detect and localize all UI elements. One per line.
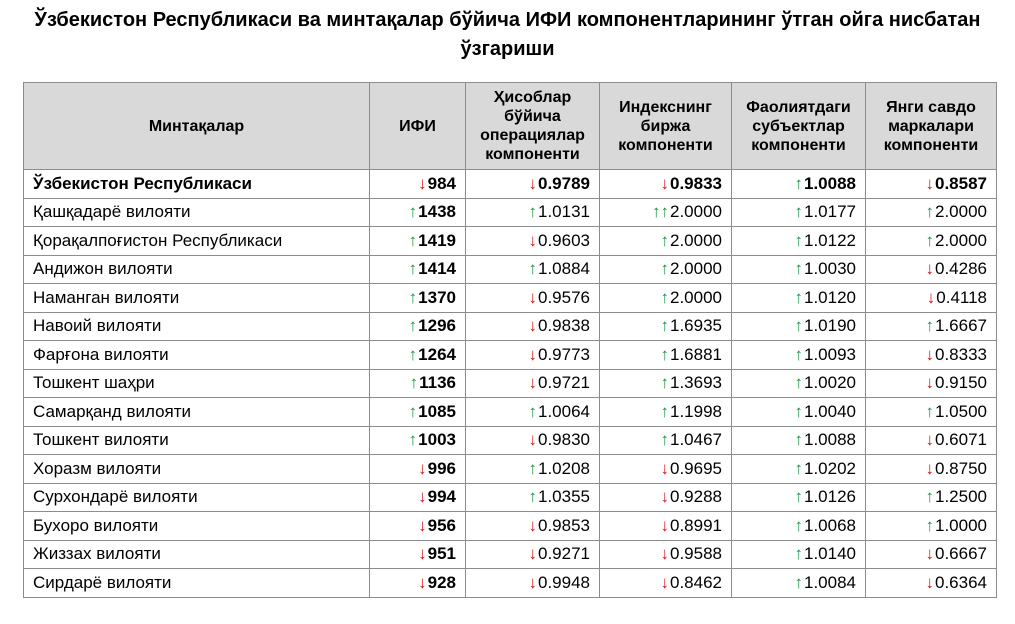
cell-value: 0.8991 (670, 515, 722, 535)
region-name: Сурхондарё вилояти (24, 483, 370, 512)
down-arrow-icon: ↓ (528, 316, 537, 336)
cell-value: 1296 (418, 316, 456, 336)
entities-cell (732, 369, 866, 398)
up-arrow-icon: ↑ (408, 430, 418, 450)
cell-value: 2.0000 (935, 230, 987, 250)
cell-value: 2.0000 (670, 230, 722, 250)
exchange-cell (600, 227, 732, 256)
cell-value: 1.0120 (804, 287, 856, 307)
down-arrow-icon: ↓ (660, 487, 669, 507)
accounts-cell (466, 426, 600, 455)
down-arrow-icon: ↓ (660, 515, 669, 535)
down-arrow-icon: ↓ (660, 544, 669, 564)
up-arrow-icon: ↑ (528, 458, 537, 478)
exchange-cell (600, 284, 732, 313)
table-row (24, 284, 997, 313)
cell-value: 0.9271 (538, 544, 590, 564)
ifi-cell (370, 255, 466, 284)
region-name: Тошкент вилояти (24, 426, 370, 455)
up-arrow-icon: ↑ (925, 487, 934, 507)
down-arrow-icon: ↓ (528, 544, 537, 564)
accounts-cell (466, 398, 600, 427)
down-arrow-icon: ↓ (528, 373, 537, 393)
cell-value: 1.0122 (804, 230, 856, 250)
table-row (24, 198, 997, 227)
ifi-cell (370, 512, 466, 541)
region-name: Ўзбекистон Республикаси (24, 170, 370, 199)
down-arrow-icon: ↓ (925, 544, 934, 564)
table-header-row (24, 83, 997, 170)
entities-cell (732, 398, 866, 427)
exchange-cell (600, 483, 732, 512)
up-arrow-icon: ↑ (794, 544, 803, 564)
up-arrow-icon: ↑ (660, 259, 669, 279)
up-arrow-icon: ↑ (660, 401, 669, 421)
down-arrow-icon: ↓ (925, 430, 934, 450)
up-arrow-icon: ↑ (794, 316, 803, 336)
region-name: Тошкент шаҳри (24, 369, 370, 398)
up-arrow-icon: ↑ (794, 287, 803, 307)
table-row (24, 369, 997, 398)
exchange-cell (600, 255, 732, 284)
cell-value: 1.0040 (804, 401, 856, 421)
down-arrow-icon: ↓ (418, 515, 427, 535)
table-body (24, 170, 997, 598)
cell-value: 984 (427, 173, 456, 193)
cell-value: 1.0500 (935, 401, 987, 421)
down-arrow-icon: ↓ (418, 173, 427, 193)
trademarks-cell (866, 284, 997, 313)
ifi-components-table (23, 82, 997, 598)
cell-value: 0.4118 (936, 287, 987, 307)
trademarks-cell (866, 540, 997, 569)
trademarks-cell (866, 227, 997, 256)
cell-value: 994 (427, 487, 456, 507)
region-name: Жиззах вилояти (24, 540, 370, 569)
cell-value: 1.0177 (804, 202, 856, 222)
down-arrow-icon: ↓ (925, 344, 934, 364)
up-arrow-icon: ↑ (660, 430, 669, 450)
cell-value: 1438 (418, 202, 456, 222)
accounts-cell (466, 341, 600, 370)
cell-value: 1370 (418, 287, 456, 307)
down-arrow-icon: ↓ (926, 287, 936, 307)
down-arrow-icon: ↓ (418, 544, 427, 564)
exchange-cell (600, 312, 732, 341)
table-row (24, 512, 997, 541)
cell-value: 0.4286 (935, 259, 987, 279)
cell-value: 0.9695 (670, 458, 722, 478)
up-arrow-icon: ↑ (408, 259, 418, 279)
region-name: Самарқанд вилояти (24, 398, 370, 427)
up-arrow-icon: ↑ (794, 401, 803, 421)
entities-cell (732, 227, 866, 256)
table-row (24, 312, 997, 341)
table-row-total (24, 170, 997, 199)
accounts-cell (466, 512, 600, 541)
accounts-cell (466, 227, 600, 256)
cell-value: 0.9773 (538, 344, 590, 364)
cell-value: 1.0020 (804, 373, 856, 393)
trademarks-cell (866, 512, 997, 541)
up-arrow-icon: ↑ (660, 230, 669, 250)
up-arrow-icon: ↑ (925, 515, 934, 535)
trademarks-cell (866, 198, 997, 227)
column-header-accounts: Ҳисоблар бўйича операциялар компоненти (466, 83, 600, 170)
cell-value: 1.0202 (804, 458, 856, 478)
up-arrow-icon: ↑ (794, 572, 803, 592)
ifi-cell (370, 284, 466, 313)
trademarks-cell (866, 569, 997, 598)
ifi-cell (370, 227, 466, 256)
entities-cell (732, 540, 866, 569)
up-arrow-icon: ↑ (794, 430, 803, 450)
entities-cell (732, 312, 866, 341)
table-row (24, 569, 997, 598)
down-arrow-icon: ↓ (925, 259, 934, 279)
entities-cell (732, 569, 866, 598)
down-arrow-icon: ↓ (418, 458, 427, 478)
down-arrow-icon: ↓ (418, 487, 427, 507)
cell-value: 1.0068 (804, 515, 856, 535)
up-arrow-icon: ↑ (660, 316, 669, 336)
ifi-cell (370, 312, 466, 341)
trademarks-cell (866, 426, 997, 455)
trademarks-cell (866, 170, 997, 199)
down-arrow-icon: ↓ (418, 572, 427, 592)
accounts-cell (466, 284, 600, 313)
up-arrow-icon: ↑ (660, 287, 669, 307)
entities-cell (732, 255, 866, 284)
exchange-cell (600, 512, 732, 541)
entities-cell (732, 284, 866, 313)
ifi-cell (370, 398, 466, 427)
down-arrow-icon: ↓ (925, 173, 934, 193)
ifi-cell (370, 341, 466, 370)
column-header-trademarks: Янги савдо маркалари компоненти (866, 83, 997, 170)
up-arrow-icon: ↑ (925, 202, 934, 222)
cell-value: 0.6071 (935, 430, 987, 450)
region-name: Бухоро вилояти (24, 512, 370, 541)
entities-cell (732, 198, 866, 227)
cell-value: 0.9838 (538, 316, 590, 336)
up-arrow-icon: ↑ (660, 344, 669, 364)
cell-value: 0.9789 (538, 173, 590, 193)
cell-value: 956 (427, 515, 456, 535)
up-arrow-icon: ↑ (794, 259, 803, 279)
region-name: Навоий вилояти (24, 312, 370, 341)
entities-cell (732, 455, 866, 484)
accounts-cell (466, 540, 600, 569)
region-name: Қорақалпоғистон Республикаси (24, 227, 370, 256)
cell-value: 996 (427, 458, 456, 478)
up-arrow-icon: ↑ (528, 202, 537, 222)
cell-value: 0.8587 (935, 173, 987, 193)
trademarks-cell (866, 483, 997, 512)
table-row (24, 227, 997, 256)
cell-value: 1.2500 (935, 487, 987, 507)
exchange-cell (600, 455, 732, 484)
down-arrow-icon: ↓ (528, 173, 537, 193)
table-row (24, 341, 997, 370)
cell-value: 0.8750 (935, 458, 987, 478)
cell-value: 1.6881 (670, 344, 722, 364)
exchange-cell (600, 426, 732, 455)
column-header-ifi: ИФИ (370, 83, 466, 170)
down-arrow-icon: ↓ (528, 287, 537, 307)
down-arrow-icon: ↓ (660, 173, 669, 193)
exchange-cell (600, 540, 732, 569)
cell-value: 0.6667 (935, 544, 987, 564)
down-arrow-icon: ↓ (528, 230, 537, 250)
region-name: Фарғона вилояти (24, 341, 370, 370)
cell-value: 0.8462 (670, 572, 722, 592)
ifi-cell (370, 455, 466, 484)
exchange-cell (600, 398, 732, 427)
cell-value: 2.0000 (935, 202, 987, 222)
up-arrow-icon: ↑ (408, 316, 418, 336)
entities-cell (732, 512, 866, 541)
cell-value: 1.1998 (670, 401, 722, 421)
cell-value: 0.6364 (935, 572, 987, 592)
cell-value: 0.9288 (670, 487, 722, 507)
cell-value: 1264 (418, 344, 456, 364)
down-arrow-icon: ↓ (528, 515, 537, 535)
up-arrow-icon: ↑ (660, 373, 669, 393)
cell-value: 1.0131 (538, 202, 590, 222)
region-name: Наманган вилояти (24, 284, 370, 313)
cell-value: 1414 (418, 259, 456, 279)
down-arrow-icon: ↓ (528, 430, 537, 450)
cell-value: 1085 (418, 401, 456, 421)
cell-value: 1.0190 (804, 316, 856, 336)
accounts-cell (466, 483, 600, 512)
ifi-cell (370, 198, 466, 227)
accounts-cell (466, 312, 600, 341)
accounts-cell (466, 170, 600, 199)
up-arrow-icon: ↑ (925, 401, 934, 421)
down-arrow-icon: ↓ (528, 344, 537, 364)
accounts-cell (466, 569, 600, 598)
cell-value: 0.9576 (538, 287, 590, 307)
page-title: Ўзбекистон Республикаси ва минтақалар бўйича ИФИ компонентларининг ўтган ойга нисбатан ўзгариши (34, 9, 981, 60)
up-arrow-icon: ↑ (408, 202, 418, 222)
up-arrow-icon: ↑ (794, 344, 803, 364)
region-name: Сирдарё вилояти (24, 569, 370, 598)
exchange-cell (600, 198, 732, 227)
trademarks-cell (866, 255, 997, 284)
entities-cell (732, 170, 866, 199)
cell-value: 951 (427, 544, 456, 564)
cell-value: 2.0000 (670, 259, 722, 279)
ifi-cell (370, 483, 466, 512)
cell-value: 0.9150 (935, 373, 987, 393)
cell-value: 2.0000 (670, 202, 722, 222)
cell-value: 1.0088 (804, 430, 856, 450)
down-arrow-icon: ↓ (925, 373, 934, 393)
down-arrow-icon: ↓ (925, 572, 934, 592)
down-arrow-icon: ↓ (925, 458, 934, 478)
up-arrow-icon: ↑ (794, 487, 803, 507)
cell-value: 1.0884 (538, 259, 590, 279)
cell-value: 1003 (418, 430, 456, 450)
entities-cell (732, 341, 866, 370)
cell-value: 1.0140 (804, 544, 856, 564)
up-arrow-icon: ↑ (794, 373, 803, 393)
cell-value: 1.0355 (538, 487, 590, 507)
cell-value: 1.6935 (670, 316, 722, 336)
column-header-entities: Фаолиятдаги субъектлар компоненти (732, 83, 866, 170)
table-row (24, 255, 997, 284)
table-row (24, 398, 997, 427)
up-arrow-icon: ↑ (794, 515, 803, 535)
column-header-region: Минтақалар (24, 83, 370, 170)
trademarks-cell (866, 398, 997, 427)
accounts-cell (466, 255, 600, 284)
cell-value: 1.0467 (670, 430, 722, 450)
cell-value: 0.9948 (538, 572, 590, 592)
cell-value: 1.0088 (804, 173, 856, 193)
exchange-cell (600, 170, 732, 199)
entities-cell (732, 426, 866, 455)
up-arrow-icon: ↑ (794, 173, 803, 193)
accounts-cell (466, 369, 600, 398)
up-arrow-icon: ↑ (408, 287, 418, 307)
up-arrow-icon: ↑ (528, 401, 537, 421)
cell-value: 0.9830 (538, 430, 590, 450)
up-arrow-icon: ↑ (925, 316, 934, 336)
cell-value: 1.0084 (804, 572, 856, 592)
region-name: Қашқадарё вилояти (24, 198, 370, 227)
accounts-cell (466, 455, 600, 484)
cell-value: 1.0093 (804, 344, 856, 364)
cell-value: 0.9853 (538, 515, 590, 535)
table-row (24, 426, 997, 455)
cell-value: 1.3693 (670, 373, 722, 393)
cell-value: 928 (427, 572, 456, 592)
ifi-cell (370, 426, 466, 455)
down-arrow-icon: ↓ (528, 572, 537, 592)
up-arrow-icon: ↑ (408, 401, 418, 421)
cell-value: 1.6667 (935, 316, 987, 336)
up-arrow-icon: ↑ (794, 230, 803, 250)
table-row (24, 540, 997, 569)
up-arrow-icon: ↑ (409, 373, 419, 393)
trademarks-cell (866, 341, 997, 370)
up-arrow-icon: ↑ (794, 458, 803, 478)
ifi-cell (370, 369, 466, 398)
up-arrow-icon: ↑ (528, 259, 537, 279)
trademarks-cell (866, 455, 997, 484)
entities-cell (732, 483, 866, 512)
double-up-arrow-icon: ↑↑ (652, 202, 669, 222)
ifi-cell (370, 569, 466, 598)
cell-value: 0.8333 (935, 344, 987, 364)
trademarks-cell (866, 369, 997, 398)
cell-value: 0.9588 (670, 544, 722, 564)
ifi-cell (370, 170, 466, 199)
table-row (24, 455, 997, 484)
region-name: Андижон вилояти (24, 255, 370, 284)
cell-value: 1419 (418, 230, 456, 250)
cell-value: 0.9833 (670, 173, 722, 193)
up-arrow-icon: ↑ (408, 344, 418, 364)
cell-value: 1.0208 (538, 458, 590, 478)
cell-value: 1136 (419, 373, 456, 393)
ifi-cell (370, 540, 466, 569)
cell-value: 0.9721 (538, 373, 590, 393)
accounts-cell (466, 198, 600, 227)
up-arrow-icon: ↑ (925, 230, 934, 250)
cell-value: 1.0126 (804, 487, 856, 507)
table-row (24, 483, 997, 512)
column-header-exchange: Индекснинг биржа компоненти (600, 83, 732, 170)
exchange-cell (600, 569, 732, 598)
cell-value: 1.0030 (804, 259, 856, 279)
up-arrow-icon: ↑ (408, 230, 418, 250)
up-arrow-icon: ↑ (794, 202, 803, 222)
up-arrow-icon: ↑ (528, 487, 537, 507)
region-name: Хоразм вилояти (24, 455, 370, 484)
cell-value: 2.0000 (670, 287, 722, 307)
exchange-cell (600, 369, 732, 398)
cell-value: 1.0064 (538, 401, 590, 421)
cell-value: 1.0000 (935, 515, 987, 535)
cell-value: 0.9603 (538, 230, 590, 250)
exchange-cell (600, 341, 732, 370)
trademarks-cell (866, 312, 997, 341)
down-arrow-icon: ↓ (660, 458, 669, 478)
down-arrow-icon: ↓ (660, 572, 669, 592)
